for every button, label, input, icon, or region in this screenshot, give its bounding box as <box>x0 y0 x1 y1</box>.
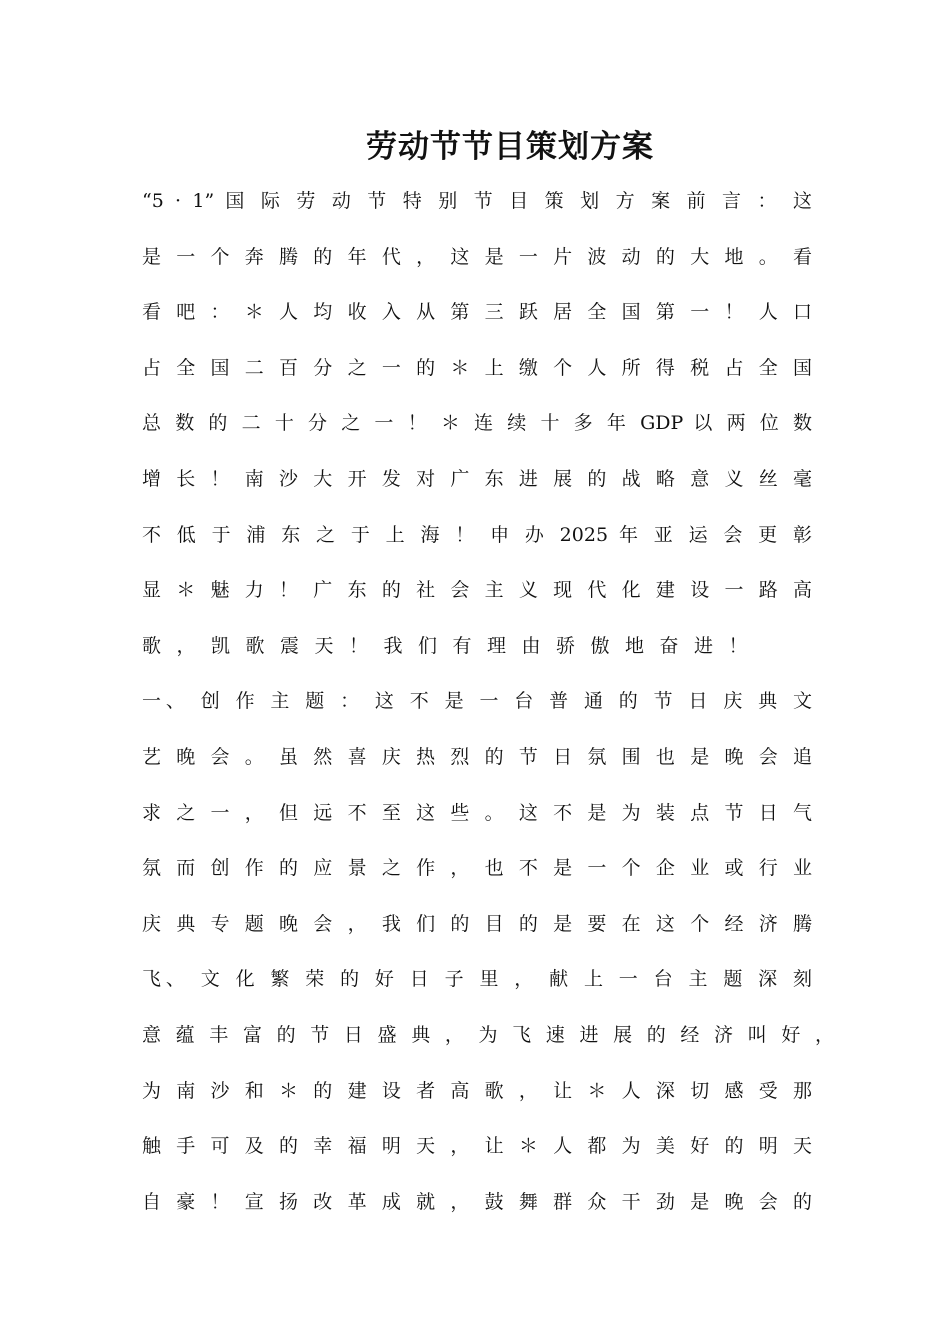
text-line: 艺 晚 会 。 虽 然 喜 庆 热 烈 的 节 日 氛 围 也 是 晚 会 追 <box>142 745 812 768</box>
text-line: 为 南 沙 和 ＊ 的 建 设 者 高 歌 ， 让 ＊ 人 深 切 感 受 那 <box>142 1079 812 1102</box>
text-line: 庆 典 专 题 晚 会 ， 我 们 的 目 的 是 要 在 这 个 经 济 腾 <box>142 912 812 935</box>
text-line: 触 手 可 及 的 幸 福 明 天 ， 让 ＊ 人 都 为 美 好 的 明 天 <box>142 1135 812 1158</box>
text-line: 是 一 个 奔 腾 的 年 代 ， 这 是 一 片 波 动 的 大 地 。 看 <box>142 245 812 268</box>
text-line: 飞、 文 化 繁 荣 的 好 日 子 里 ， 献 上 一 台 主 题 深 刻 <box>142 968 812 991</box>
document-body <box>142 182 834 1238</box>
text-line: 看 吧 ： ＊ 人 均 收 入 从 第 三 跃 居 全 国 第 一 ！ 人 口 <box>142 301 812 324</box>
text-line: 显 ＊ 魅 力 ！ 广 东 的 社 会 主 义 现 代 化 建 设 一 路 高 <box>142 579 812 602</box>
text-line: 不 低 于 浦 东 之 于 上 海 ！ 申 办 2025 年 亚 运 会 更 彰 <box>142 523 812 546</box>
text-line: 歌，凯歌震天！我们有理由骄傲地奋进！ <box>142 634 764 657</box>
text-line: 氛 而 创 作 的 应 景 之 作 ， 也 不 是 一 个 企 业 或 行 业 <box>142 857 812 880</box>
text-line: 占 全 国 二 百 分 之 一 的 ＊ 上 缴 个 人 所 得 税 占 全 国 <box>142 356 812 379</box>
text-line: 增 长 ！ 南 沙 大 开 发 对 广 东 进 展 的 战 略 意 义 丝 毫 <box>142 467 812 490</box>
text-line: 求 之 一 ， 但 远 不 至 这 些 。 这 不 是 为 装 点 节 日 气 <box>142 801 812 824</box>
document-title: 劳动节节目策划方案 <box>366 129 654 165</box>
text-line: 自 豪 ！ 宣 扬 改 革 成 就 ， 鼓 舞 群 众 干 劲 是 晚 会 的 <box>142 1190 812 1213</box>
text-line: 总 数 的 二 十 分 之 一 ！ ＊ 连 续 十 多 年 GDP 以 两 位 数 <box>142 412 812 435</box>
text-line: 一、 创 作 主 题 ： 这 不 是 一 台 普 通 的 节 日 庆 典 文 <box>142 690 812 713</box>
text-line: 意 蕴 丰 富 的 节 日 盛 典 ， 为 飞 速 进 展 的 经 济 叫 好 ， <box>142 1023 834 1046</box>
text-line: “5 · 1” 国 际 劳 动 节 特 别 节 目 策 划 方 案 前 言 ： 这 <box>142 190 812 212</box>
